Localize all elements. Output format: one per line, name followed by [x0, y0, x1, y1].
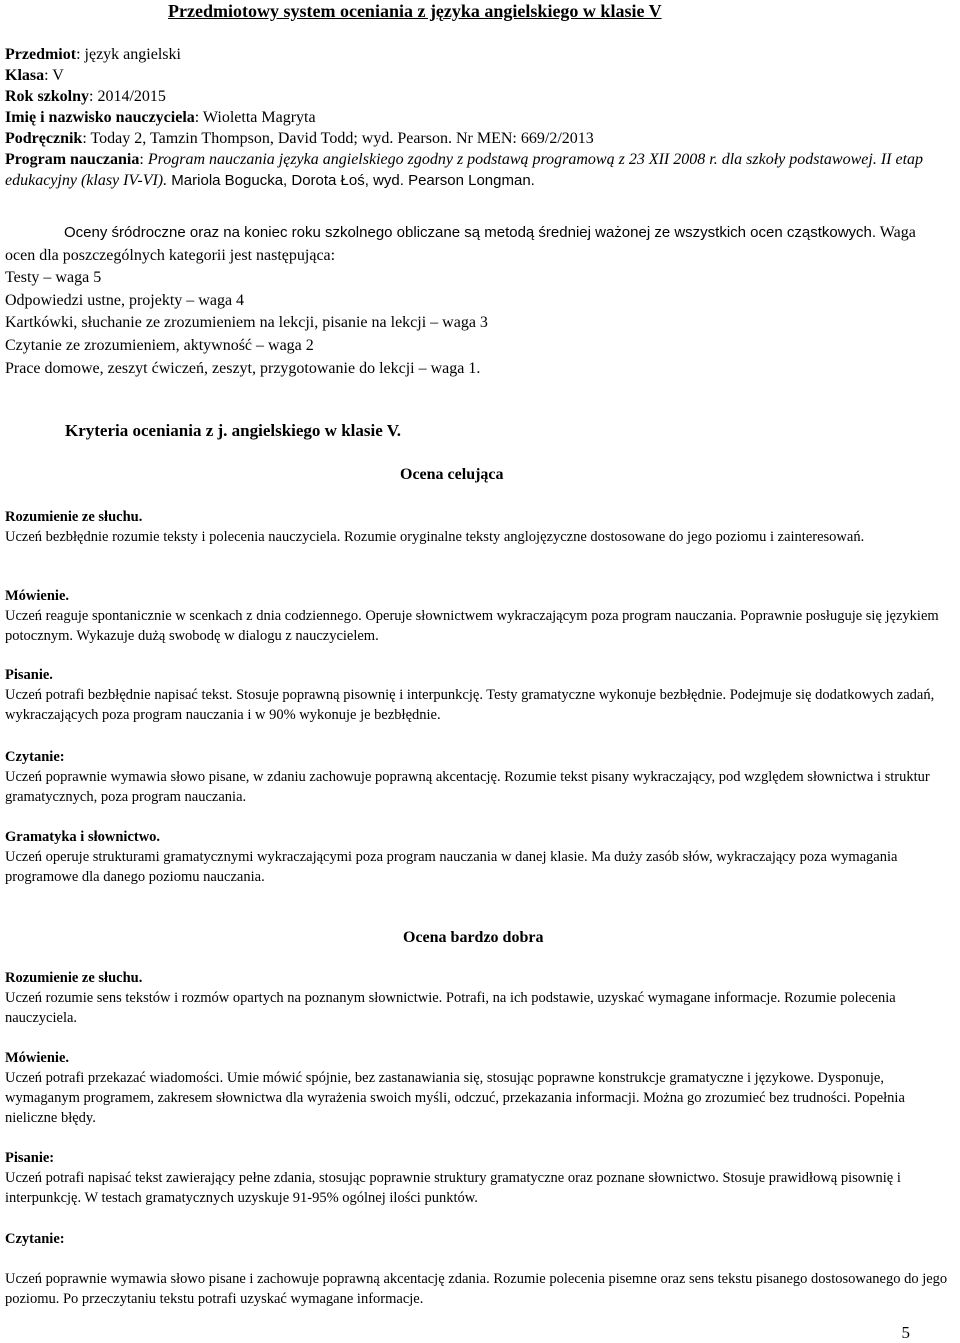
section-heading: Mówienie. [5, 1050, 70, 1066]
section-body: Uczeń potrafi bezbłędnie napisać tekst. Stosuje poprawną pisownię i interpunkcję. Testy gramatyczne wykonuje bezbłędnie. Podejmuje się dodatkowych zadań, wykraczających poza program nauczania i w 90% wykonuje je bezbłędnie. [5, 687, 935, 723]
textbook-line: Podręcznik: Today 2, Tamzin Thompson, David Todd; wyd. Pearson. Nr MEN: 669/2/2013 [5, 130, 594, 147]
school-year-line: Rok szkolny: 2014/2015 [5, 88, 166, 105]
g2-listening-section [5, 968, 960, 1028]
section-body: Uczeń poprawnie wymawia słowo pisane i zachowuje poprawną akcentację zdania. Rozumie polecenia pisemne oraz sens tekstu pisanego dostosowanego do jego poziomu. Po przeczytaniu tekstu potrafi uzyskać wymagane informacje. [5, 1271, 948, 1307]
g2-reading-section [5, 1229, 960, 1309]
section-body: Uczeń potrafi przekazać wiadomości. Umie mówić spójnie, bez zastanawiania się, stosując poprawne konstrukcje gramatyczne i językowe. Dysponuje, wymaganym programem, zakresem słownictwa dla wyrażenia swoich myśli, odczuć, przekazania informacji. Można go zrozumieć bez trudności. Popełnia nieliczne błędy. [5, 1070, 905, 1126]
g1-reading-section [5, 747, 960, 807]
program-line: Program nauczania: Program nauczania języka angielskiego zgodny z podstawą programową z 23 XII 2008 r. dla szkoły podstawowej. II etap edukacyjny (klasy IV-VI). Mariola Bogucka, Dorota Łoś, wyd. Pearson Longman. [5, 151, 924, 189]
section-body: Uczeń operuje strukturami gramatycznymi wykraczającymi poza program nauczania w danej klasie. Ma duży zasób słów, wykraczający poza wymagania programowe dla danego poziomu nauczania. [5, 849, 898, 885]
class-line: Klasa: V [5, 67, 64, 84]
g2-speaking-section [5, 1048, 960, 1128]
section-body: Uczeń reaguje spontanicznie w scenkach z dnia codziennego. Operuje słownictwem wykraczającym poza program nauczania. Poprawnie posługuje się językiem potocznym. Wykazuje dużą swobodę w dialogu z nauczycielem. [5, 608, 939, 644]
grade-celujaca-title: Ocena celująca [400, 466, 504, 483]
weight-quizzes: Kartkówki, słuchanie ze zrozumieniem na lekcji, pisanie na lekcji – waga 3 [5, 314, 488, 332]
g1-grammar-section [5, 827, 960, 887]
g1-speaking-section [5, 586, 960, 646]
section-heading: Pisanie. [5, 667, 53, 683]
section-heading: Czytanie: [5, 1231, 65, 1247]
teacher-line: Imię i nazwisko nauczyciela: Wioletta Magryta [5, 109, 316, 126]
document-metadata [5, 44, 935, 191]
section-body: Uczeń potrafi napisać tekst zawierający pełne zdania, stosując poprawnie struktury gramatyczne oraz poznane słownictwo. Stosuje prawidłową pisownię i interpunkcję. W testach gramatycznych uzyskuje 91-95% ogólnej ilości punktów. [5, 1170, 901, 1206]
intro-weights-lead: Waga ocen dla poszczególnych kategorii jest następująca: [5, 224, 916, 264]
intro-sentence: Oceny śródroczne oraz na koniec roku szkolnego obliczane są metodą średniej ważonej ze wszystkich ocen cząstkowych. [64, 224, 877, 241]
weight-tests: Testy – waga 5 [5, 269, 102, 287]
grade-bardzo-dobra-title: Ocena bardzo dobra [403, 929, 544, 946]
section-body: Uczeń rozumie sens tekstów i rozmów opartych na poznanym słownictwie. Potrafi, na ich podstawie, uzyskać wymagane informacje. Rozumie polecenia nauczyciela. [5, 990, 896, 1026]
page-number: 5 [901, 1323, 910, 1342]
g1-listening-section [5, 507, 960, 547]
section-body: Uczeń poprawnie wymawia słowo pisane, w zdaniu zachowuje poprawną akcentację. Rozumie tekst pisany wykraczający, pod względem słownictwa i struktur gramatycznych, poza program nauczania. [5, 769, 930, 805]
subject-line: Przedmiot: język angielski [5, 46, 181, 63]
g1-writing-section [5, 665, 960, 725]
weight-reading: Czytanie ze zrozumieniem, aktywność – waga 2 [5, 336, 314, 354]
document-title: Przedmiotowy system oceniania z języka angielskiego w klasie V [168, 1, 662, 21]
section-body: Uczeń bezbłędnie rozumie teksty i polecenia nauczyciela. Rozumie oryginalne teksty anglojęzyczne dostosowane do jego poziomu i zainteresowań. [5, 529, 865, 545]
weight-homework: Prace domowe, zeszyt ćwiczeń, zeszyt, przygotowanie do lekcji – waga 1. [5, 359, 481, 377]
section-heading: Czytanie: [5, 749, 65, 765]
section-heading: Gramatyka i słownictwo. [5, 829, 161, 845]
section-heading: Rozumienie ze słuchu. [5, 970, 143, 986]
section-heading: Rozumienie ze słuchu. [5, 509, 143, 525]
weight-oral: Odpowiedzi ustne, projekty – waga 4 [5, 291, 245, 309]
g2-writing-section [5, 1148, 960, 1208]
section-heading: Pisanie: [5, 1150, 55, 1166]
criteria-title: Kryteria oceniania z j. angielskiego w klasie V. [65, 421, 402, 440]
section-heading: Mówienie. [5, 588, 70, 604]
grading-intro [5, 222, 935, 380]
